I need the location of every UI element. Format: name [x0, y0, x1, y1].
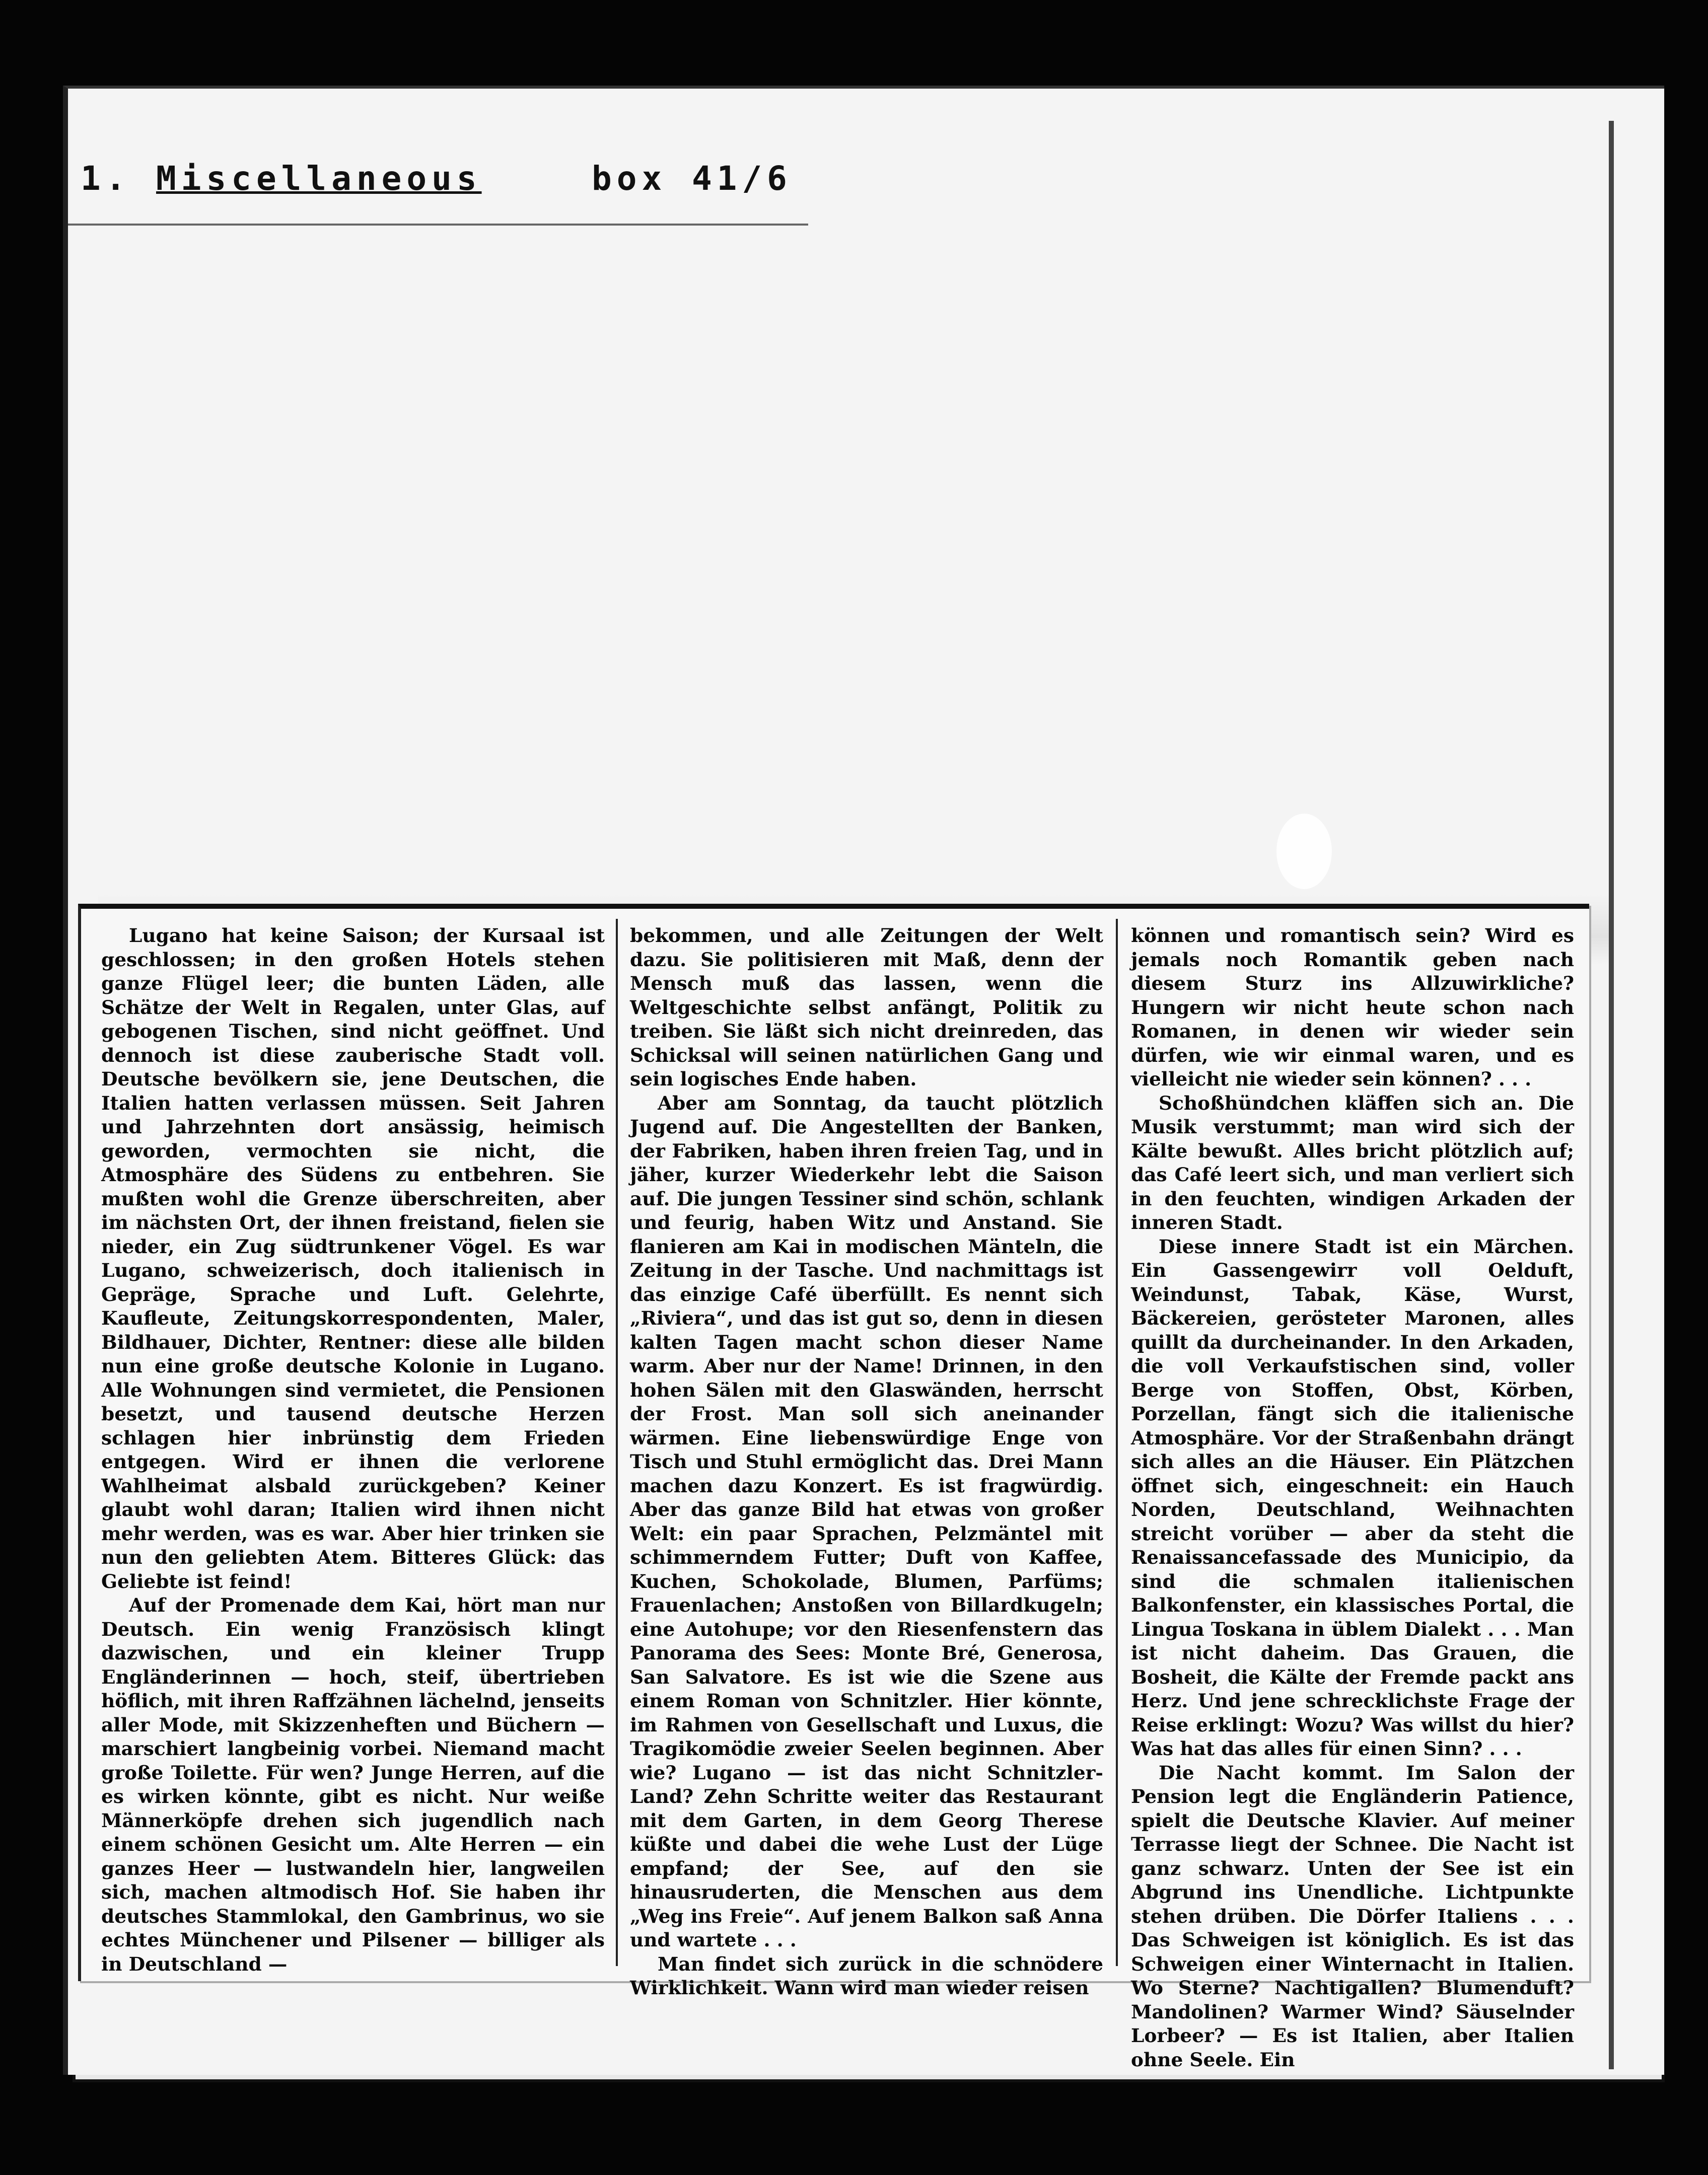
paragraph: bekommen, und alle Zeitungen der Welt dazu. Sie politisieren mit Maß, denn der Mensch muß das lassen, wenn die Weltgeschichte selbst anfängt, Politik zu treiben. Sie läßt sich nicht dreinreden, das Schicksal will seinen natürlichen Gang und sein logisches Ende haben. [630, 924, 1103, 1090]
article-column-1 [101, 924, 605, 1975]
paragraph: Die Nacht kommt. Im Salon der Pension legt die Engländerin Patience, spielt die Deutsche Klavier. Auf meiner Terrasse liegt der Schnee. Die Nacht ist ganz schwarz. Unten der See ist ein Abgrund ins Unendliche. Lichtpunkte stehen drüben. Die Dörfer Italiens . . . Das Schweigen ist königlich. Es ist das Schweigen einer Winternacht in Italien. Wo Sterne? Nachtigallen? Blumenduft? Mandolinen? Warmer Wind? Säuselnder Lorbeer? — Es ist Italien, aber Italien ohne Seele. Ein [1131, 1761, 1574, 2071]
paragraph: Aber am Sonntag, da taucht plötzlich Jugend auf. Die Angestellten der Banken, der Fabriken, haben ihren freien Tag, und in jäher, kurzer Wiederkehr lebt die Saison auf. Die jungen Tessiner sind schön, schlank und feurig, haben Witz und Anstand. Sie flanieren am Kai in modischen Mänteln, die Zeitung in der Tasche. Und nachmittags ist das einzige Café überfüllt. Es nennt sich „Riviera“, und das ist gut so, denn in diesen kalten Tagen macht schon dieser Name warm. Aber nur der Name! Drinnen, in den hohen Sälen mit den Glaswänden, herrscht der Frost. Man soll sich aneinander wärmen. Eine liebenswürdige Enge von Tisch und Stuhl ermöglicht das. Drei Mann machen dazu Konzert. Es ist fragwürdig. Aber das ganze Bild hat etwas von großer Welt: ein paar Sprachen, Pelzmäntel mit schimmerndem Futter; Duft von Kaffee, Kuchen, Schokolade, Blumen, Parfüms; Frauenlachen; Anstoßen von Billardkugeln; eine Autohupe; vor den Riesenfenstern das Panorama des Sees: Monte Bré, Generosa, San Salvatore. Es ist wie die Szene aus einem Roman von Schnitzler. Hier könnte, im Rahmen von Gesellschaft und Luxus, die Tragikomödie zweier Seelen beginnen. Aber wie? Lugano — ist das nicht Schnitzler-Land? Zehn Schritte weiter das Restaurant mit dem Garten, in dem Georg Therese küßte und dabei die wehe Lust der Lüge empfand; der See, auf den sie hinausruderten, die Menschen aus dem „Weg ins Freie“. Auf jenem Balkon saß Anna und wartete . . . [630, 1092, 1103, 1951]
header-box-label: box 41/6 [592, 159, 792, 198]
column-divider [1116, 919, 1118, 1966]
sheet-edge [1609, 121, 1614, 2069]
paragraph: können und romantisch sein? Wird es jemals noch Romantik geben nach diesem Sturz ins Allzuwirkliche? Hungern wir nicht heute schon nach Romanen, in denen wir wieder sein dürfen, wie wir einmal waren, und es vielleicht nie wieder sein können? . . . [1131, 924, 1574, 1090]
paragraph: Lugano hat keine Saison; der Kursaal ist geschlossen; in den großen Hotels stehen ganze Flügel leer; die bunten Läden, alle Schätze der Welt in Regalen, unter Glas, auf gebogenen Tischen, sind nicht geöffnet. Und dennoch ist diese zauberische Stadt voll. Deutsche bevölkern sie, jene Deutschen, die Italien hatten verlassen müssen. Seit Jahren und Jahrzehnten dort ansässig, heimisch geworden, vermochten sie nicht, die Atmosphäre des Südens zu entbehren. Sie mußten wohl die Grenze überschreiten, aber im nächsten Ort, der ihnen freistand, fielen sie nieder, ein Zug südtrunkener Vögel. Es war Lugano, schweizerisch, doch italienisch in Gepräge, Sprache und Luft. Gelehrte, Kaufleute, Zeitungskorrespondenten, Maler, Bildhauer, Dichter, Rentner: diese alle bilden nun eine große deutsche Kolonie in Lugano. Alle Wohnungen sind vermietet, die Pensionen besetzt, und tausend deutsche Herzen schlagen hier inbrünstig dem Frieden entgegen. Wird er ihnen die verlorene Wahlheimat alsbald zurückgeben? Keiner glaubt wohl daran; Italien wird ihnen nicht mehr werden, was es war. Aber hier trinken sie nun den geliebten Atem. Bitteres Glück: das Geliebte ist feind! [101, 924, 605, 1592]
column-divider [616, 919, 618, 1966]
paragraph: Man findet sich zurück in die schnödere Wirklichkeit. Wann wird man wieder reisen [630, 1952, 1103, 1999]
article-column-2 [630, 924, 1103, 1999]
paragraph: Auf der Promenade dem Kai, hört man nur Deutsch. Ein wenig Französisch klingt dazwischen, und ein kleiner Trupp Engländerinnen — hoch, steif, übertrieben höflich, mit ihren Raffzähnen lächelnd, jenseits aller Mode, mit Skizzenheften und Büchern — marschiert langbeinig vorbei. Niemand macht große Toilette. Für wen? Junge Herren, auf die es wirken könnte, gibt es nicht. Nur weiße Männerköpfe drehen sich jugendlich nach einem schönen Gesicht um. Alte Herren — ein ganzes Heer — lustwandeln hier, langweilen sich, machen altmodisch Hof. Sie haben ihr deutsches Stammlokal, den Gambrinus, wo sie echtes Münchener und Pilsener — billiger als in Deutschland — [101, 1594, 605, 1975]
paragraph: Schoßhündchen kläffen sich an. Die Musik verstummt; man wird sich der Kälte bewußt. Alles bricht plötzlich auf; das Café leert sich, und man verliert sich in den feuchten, windigen Arkaden der inneren Stadt. [1131, 1092, 1574, 1234]
header-title: Miscellaneous [156, 159, 482, 198]
header-rule [68, 224, 808, 226]
newspaper-clipping [78, 904, 1589, 2071]
paragraph: Diese innere Stadt ist ein Märchen. Ein Gassengewirr voll Oelduft, Weindunst, Tabak, Käse, Wurst, Bäckereien, gerösteter Maronen, alles quillt da durcheinander. In den Arkaden, die voll Verkaufstischen sind, voller Berge von Stoffen, Obst, Körben, Porzellan, fängt sich die italienische Atmosphäre. Vor der Straßenbahn drängt sich alles an die Häuser. Ein Plätzchen öffnet sich, eingeschneit: ein Hauch Norden, Deutschland, Weihnachten streicht vorüber — aber da steht die Renaissancefassade des Municipio, da sind die schmalen italienischen Balkonfenster, ein klassisches Portal, die Lingua Toskana in üblem Dialekt . . . Man ist nicht daheim. Das Grauen, die Bosheit, die Kälte der Fremde packt ans Herz. Und jene schrecklichste Frage der Reise erklingt: Wozu? Was willst du hier? Was hat das alles für einen Sinn? . . . [1131, 1235, 1574, 1760]
header-number: 1. [81, 159, 131, 198]
folder-header [68, 159, 884, 230]
paper-smudge [1276, 814, 1332, 889]
article-column-3 [1131, 924, 1574, 2071]
